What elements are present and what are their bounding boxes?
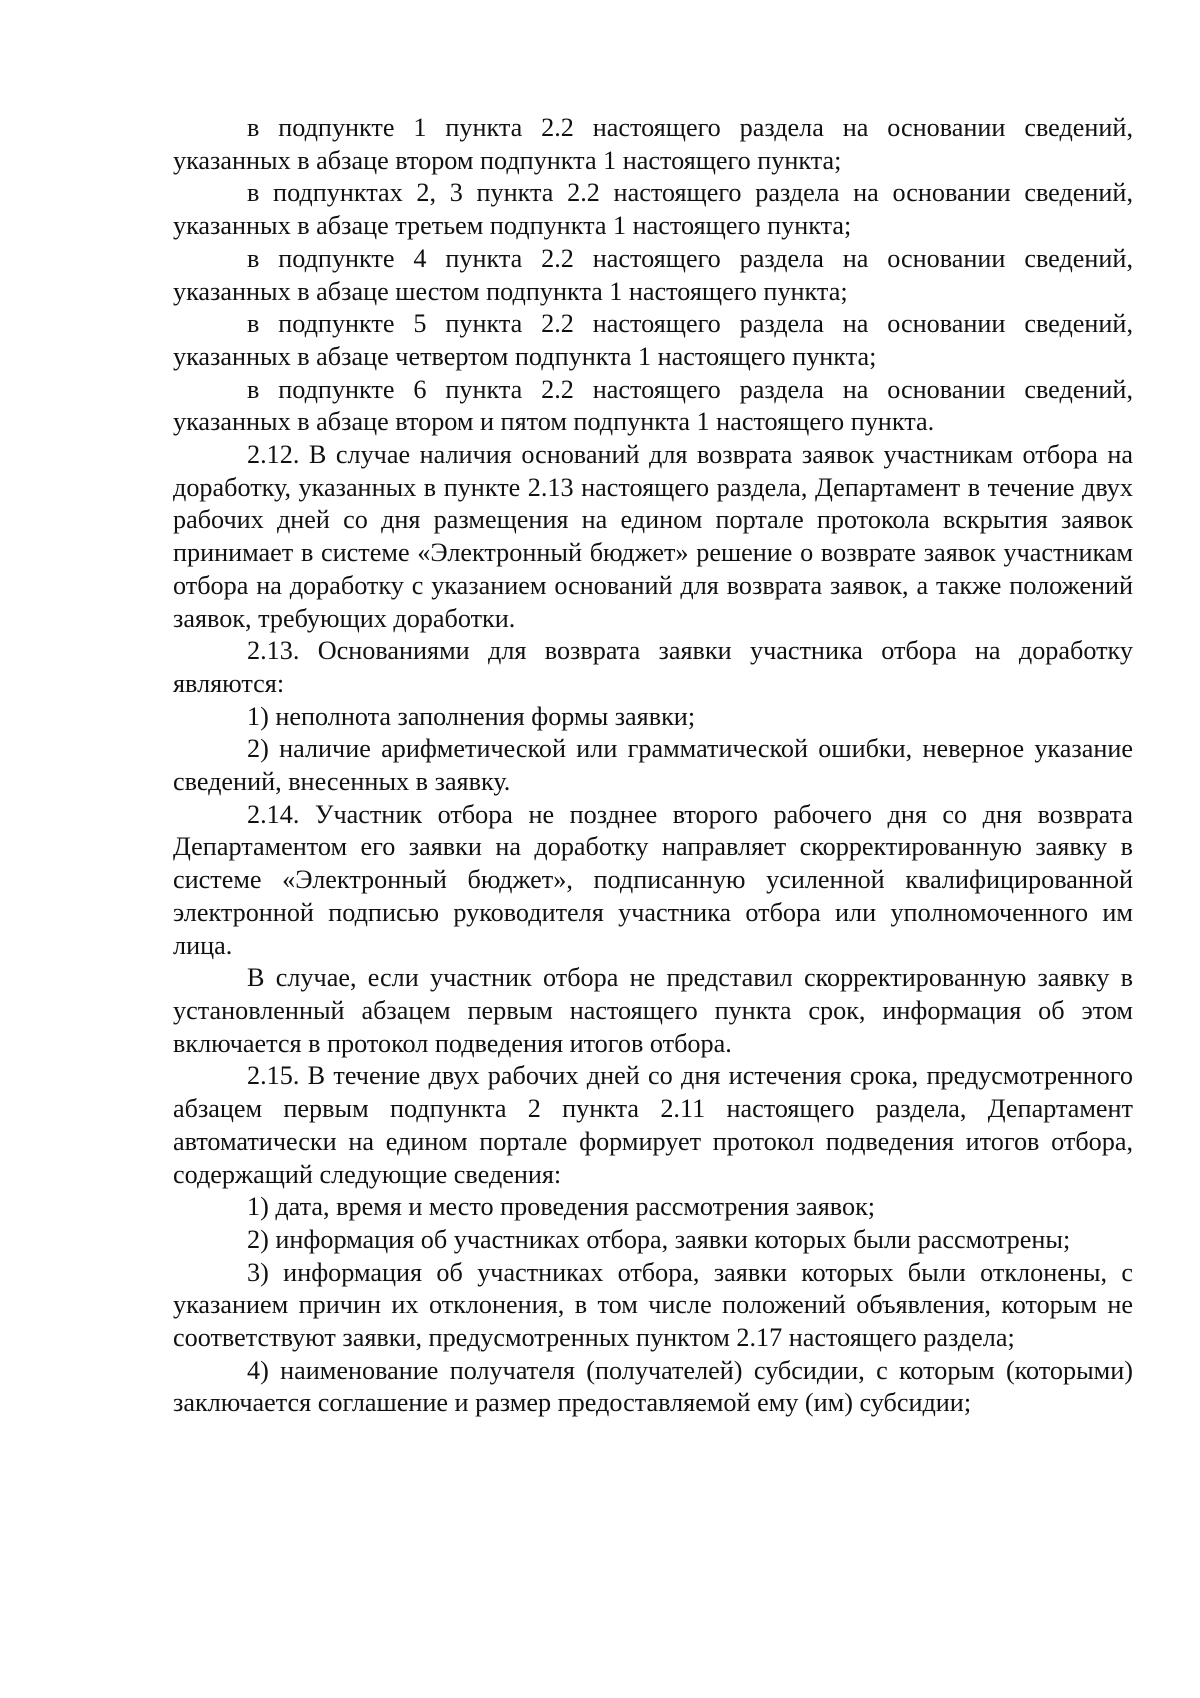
paragraph: В случае, если участник отбора не представил скорректированную заявку в установленный абзацем первым настоящего пункта срок, информация об этом включается в протокол подведения итогов отбора. <box>173 963 1133 1058</box>
paragraph: 2.15. В течение двух рабочих дней со дня истечения срока, предусмотренного абзацем первым подпункта 2 пункта 2.11 настоящего раздела, Департамент автоматически на едином портале формирует протокол подведения итогов отбора, содержащий следующие сведения: <box>173 1061 1133 1189</box>
paragraph: в подпункте 6 пункта 2.2 настоящего раздела на основании сведений, указанных в абзаце втором и пятом подпункта 1 настоящего пункта. <box>173 374 1133 437</box>
paragraph: 2.13. Основаниями для возврата заявки участника отбора на доработку являются: <box>173 636 1133 698</box>
paragraph: 1) дата, время и место проведения рассмотрения заявок; <box>247 1192 876 1222</box>
paragraph: 3) информация об участниках отбора, заявки которых были отклонены, с указанием причин их отклонения, в том числе положений объявления, которым не соответствуют заявки, предусмотренных пунктом 2.17 настоящего раздела; <box>173 1257 1133 1353</box>
paragraph: в подпункте 1 пункта 2.2 настоящего раздела на основании сведений, указанных в абзаце втором подпункта 1 настоящего пункта; <box>173 113 1133 175</box>
paragraph: 2) наличие арифметической или грамматической ошибки, неверное указание сведений, внесенных в заявку. <box>173 734 1133 797</box>
paragraph: 2.14. Участник отбора не позднее второго рабочего дня со дня возврата Департаментом его заявки на доработку направляет скорректированную заявку в системе «Электронный бюджет», подписанную усиленной квалифицированной электронной подписью руководителя участника отбора или уполномоченного им лица. <box>173 799 1133 960</box>
document-page <box>173 112 1133 1420</box>
paragraph: 4) наименование получателя (получателей) субсидии, с которым (которыми) заключается соглашение и размер предоставляемой ему (им) субсидии; <box>173 1355 1133 1418</box>
paragraph: 2.12. В случае наличия оснований для возврата заявок участникам отбора на доработку, указанных в пункте 2.13 настоящего раздела, Департамент в течение двух рабочих дней со дня размещения на едином портале протокола вскрытия заявок принимает в системе «Электронный бюджет» решение о возврате заявок участникам отбора на доработку с указанием оснований для возврата заявок, а также положений заявок, требующих доработки. <box>173 440 1133 633</box>
paragraph: 2) информация об участниках отбора, заявки которых были рассмотрены; <box>247 1224 1071 1254</box>
paragraph: в подпунктах 2, 3 пункта 2.2 настоящего раздела на основании сведений, указанных в абзаце третьем подпункта 1 настоящего пункта; <box>173 178 1133 241</box>
paragraph: 1) неполнота заполнения формы заявки; <box>247 701 696 731</box>
paragraph: в подпункте 5 пункта 2.2 настоящего раздела на основании сведений, указанных в абзаце четвертом подпункта 1 настоящего пункта; <box>173 309 1133 371</box>
paragraph: в подпункте 4 пункта 2.2 настоящего раздела на основании сведений, указанных в абзаце шестом подпункта 1 настоящего пункта; <box>173 243 1133 306</box>
